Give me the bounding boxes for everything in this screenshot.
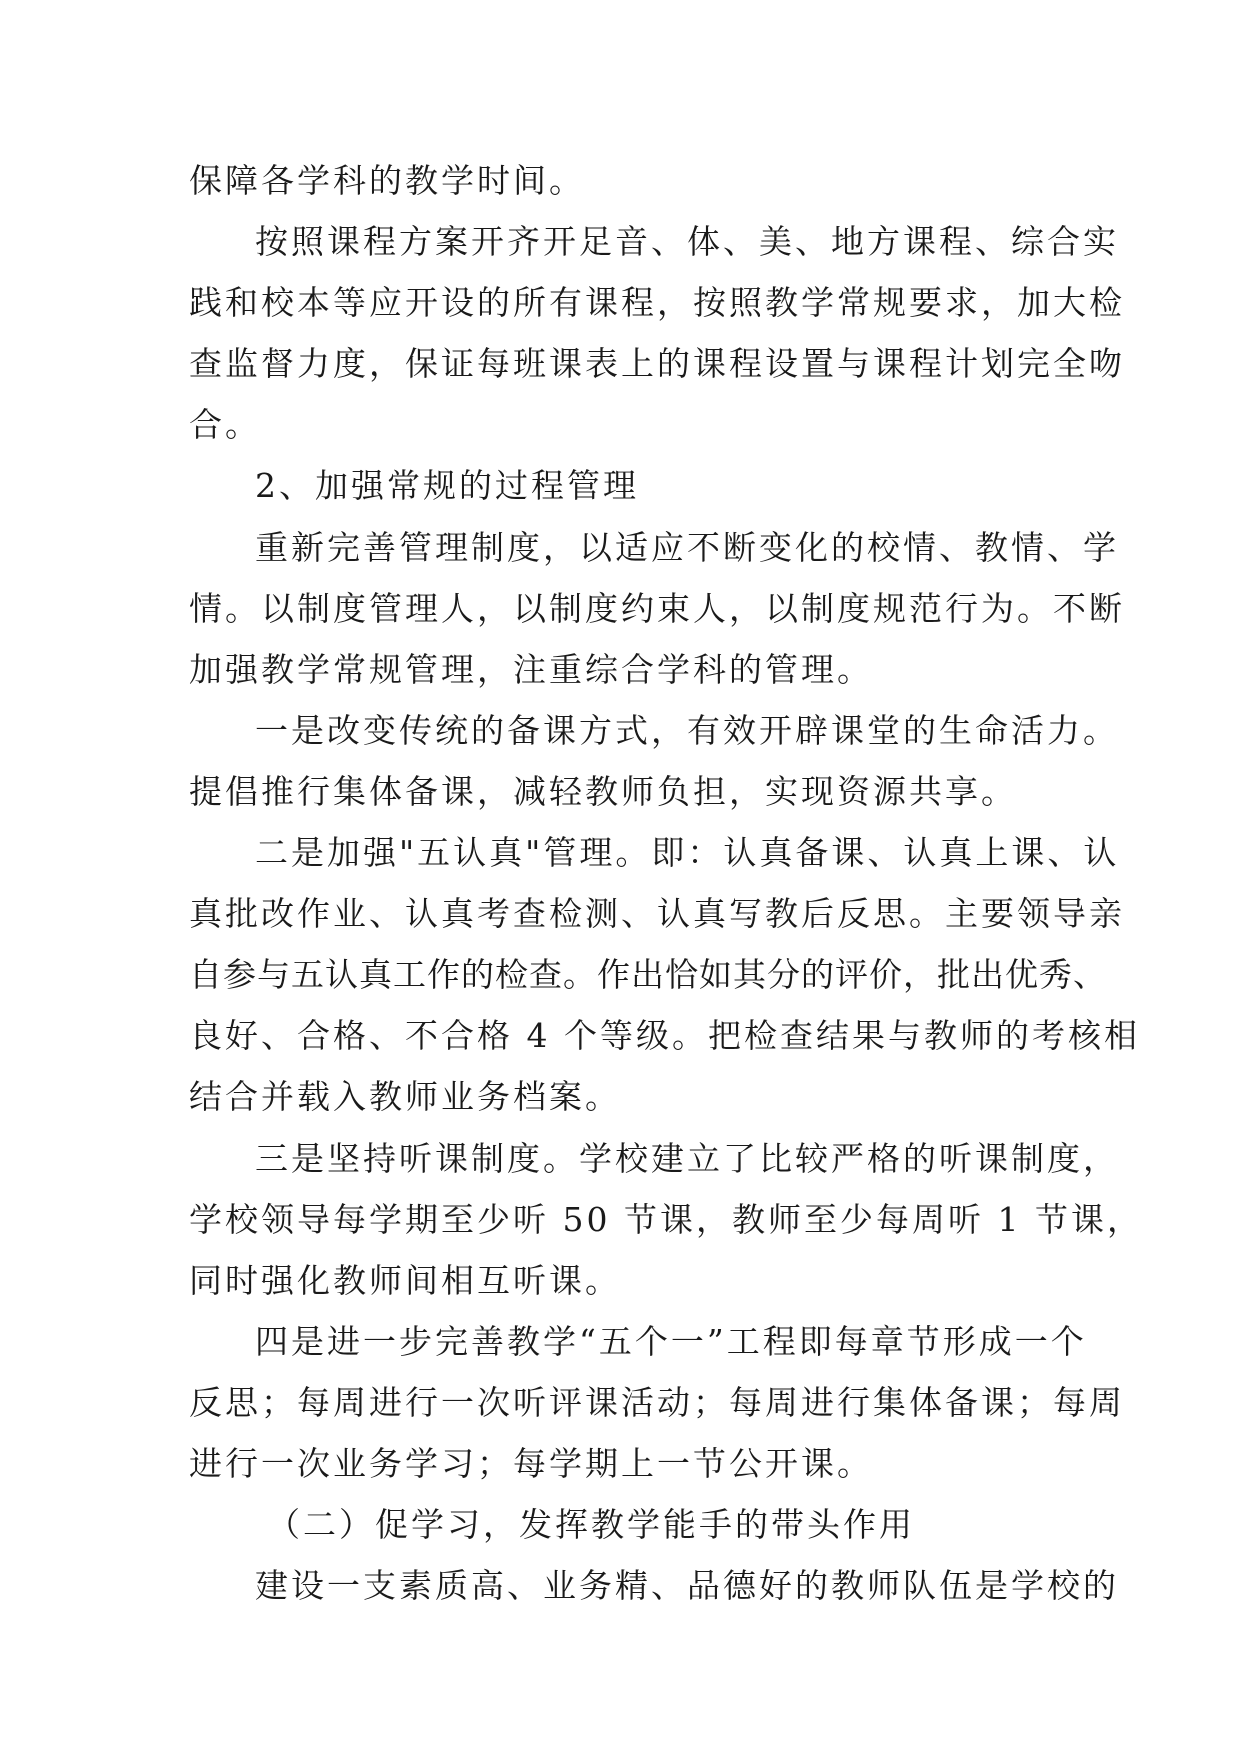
- text-line: 自参与五认真工作的检查。作出恰如其分的评价，批出优秀、: [189, 955, 1107, 995]
- text-line: 建设一支素质高、业务精、品德好的教师队伍是学校的: [255, 1566, 1119, 1606]
- text-line: 良好、合格、不合格 4 个等级。把检查结果与教师的考核相: [189, 1016, 1140, 1056]
- paragraph: [189, 1311, 1125, 1494]
- text-line: 真批改作业、认真考查检测、认真写教后反思。主要领导亲: [189, 894, 1125, 934]
- text-line: 情。以制度管理人，以制度约束人，以制度规范行为。不断: [189, 588, 1125, 628]
- text-line: 践和校本等应开设的所有课程，按照教学常规要求，加大检: [189, 283, 1125, 323]
- paragraph: [189, 517, 1125, 700]
- paragraph: [189, 822, 1140, 1127]
- paragraph: [189, 1555, 1119, 1616]
- text-line: 二是加强"五认真"管理。即：认真备课、认真上课、认: [255, 833, 1120, 873]
- text-line: 进行一次业务学习；每学期上一节公开课。: [189, 1443, 873, 1483]
- document-body: [189, 150, 1143, 1616]
- text-line: 合。: [189, 405, 261, 445]
- text-line: 结合并载入教师业务档案。: [189, 1077, 621, 1117]
- text-line: 按照课程方案开齐开足音、体、美、地方课程、综合实: [255, 222, 1119, 262]
- text-line: 重新完善管理制度，以适应不断变化的校情、教情、学: [255, 527, 1119, 567]
- text-line: 三是坚持听课制度。学校建立了比较严格的听课制度，: [255, 1138, 1119, 1178]
- text-line: 学校领导每学期至少听 50 节课，教师至少每周听 1 节课，: [189, 1199, 1143, 1239]
- paragraph: [189, 150, 1069, 211]
- text-line: 一是改变传统的备课方式，有效开辟课堂的生命活力。: [255, 710, 1119, 750]
- text-line: 保障各学科的教学时间。: [189, 161, 585, 200]
- section-heading: （二）促学习，发挥教学能手的带头作用: [267, 1505, 915, 1545]
- section-heading: 2、加强常规的过程管理: [255, 466, 639, 506]
- text-line: 查监督力度，保证每班课表上的课程设置与课程计划完全吻: [189, 344, 1125, 384]
- text-line: 提倡推行集体备课，减轻教师负担，实现资源共享。: [189, 771, 1017, 811]
- text-line: 同时强化教师间相互听课。: [189, 1260, 621, 1300]
- paragraph: [189, 700, 1119, 822]
- text-line: 四是进一步完善教学“五个一”工程即每章节形成一个: [255, 1321, 1087, 1361]
- paragraph: [189, 1128, 1143, 1311]
- paragraph: [189, 211, 1125, 455]
- text-line: 加强教学常规管理，注重综合学科的管理。: [189, 649, 873, 689]
- paragraph: [189, 1494, 1069, 1555]
- paragraph: [189, 455, 1069, 516]
- text-line: 反思；每周进行一次听评课活动；每周进行集体备课；每周: [189, 1382, 1125, 1422]
